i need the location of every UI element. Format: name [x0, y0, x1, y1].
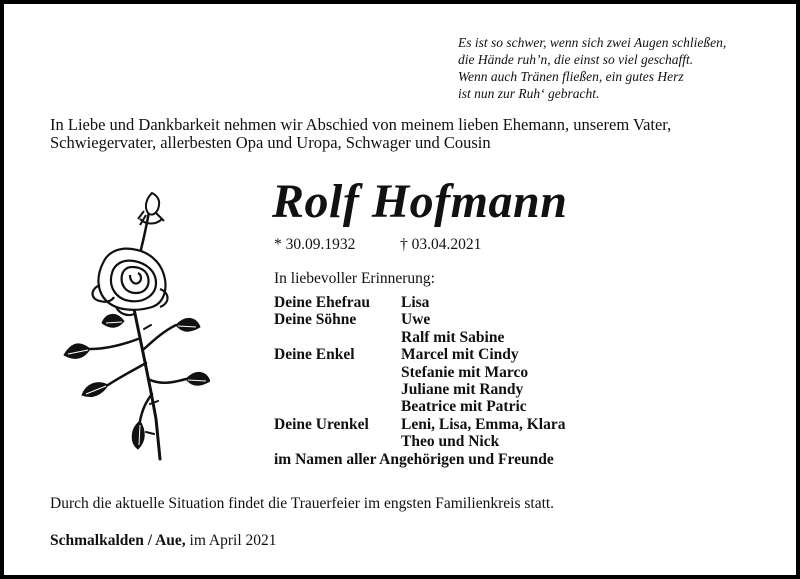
poem-line: Es ist so schwer, wenn sich zwei Augen schließen,: [458, 35, 727, 50]
family-row: [274, 294, 554, 311]
family-row: [274, 433, 554, 450]
family-relation: Deine Enkel: [274, 346, 355, 364]
family-row: [274, 381, 554, 398]
rose-icon: [60, 189, 210, 474]
family-relation: Deine Urenkel: [274, 415, 369, 433]
family-row: [274, 415, 566, 433]
family-row: [274, 311, 554, 328]
intro-line: Schwiegervater, allerbesten Opa und Uropa, Schwager und Cousin: [50, 133, 491, 152]
poem-line: die Hände ruh’n, die einst so viel geschafft.: [458, 52, 694, 67]
poem-line: Wenn auch Tränen fließen, ein gutes Herz: [458, 69, 684, 84]
family-names: Uwe: [401, 311, 431, 329]
death-date: † 03.04.2021: [400, 236, 482, 253]
family-row: [274, 398, 554, 415]
intro-line: In Liebe und Dankbarkeit nehmen wir Abschied von meinem lieben Ehemann, unserem Vater,: [50, 115, 672, 134]
poem: [458, 34, 726, 102]
family-relation: Deine Söhne: [274, 311, 357, 329]
family-names: Lisa: [401, 294, 430, 311]
poem-line: ist nun zur Ruh‘ gebracht.: [458, 86, 600, 101]
family-list: [274, 294, 566, 468]
family-names: Marcel mit Cindy: [401, 346, 519, 364]
place-location: Schmalkalden / Aue,: [50, 532, 186, 549]
family-row: [274, 346, 554, 363]
family-row: [274, 364, 554, 381]
funeral-note: Durch die aktuelle Situation findet die Trauerfeier im engsten Familienkreis statt.: [50, 495, 555, 512]
family-relation: Deine Ehefrau: [274, 294, 371, 311]
place-month: im April 2021: [189, 532, 277, 549]
family-names: Theo und Nick: [401, 433, 500, 451]
deceased-name: Rolf Hofmann: [272, 175, 568, 228]
place-date: [50, 532, 277, 550]
family-closing: im Namen aller Angehörigen und Freunde: [274, 450, 554, 468]
life-dates: [274, 236, 482, 254]
family-names: Ralf mit Sabine: [401, 328, 505, 346]
memory-heading: In liebevoller Erinnerung:: [274, 270, 435, 287]
family-names: Stefanie mit Marco: [401, 363, 529, 381]
intro-text: [50, 116, 671, 152]
family-names: Beatrice mit Patric: [401, 398, 527, 416]
birth-date: * 30.09.1932: [274, 236, 356, 253]
family-row: [274, 329, 554, 346]
family-names: Leni, Lisa, Emma, Klara: [401, 415, 566, 433]
family-names: Juliane mit Randy: [401, 380, 524, 398]
